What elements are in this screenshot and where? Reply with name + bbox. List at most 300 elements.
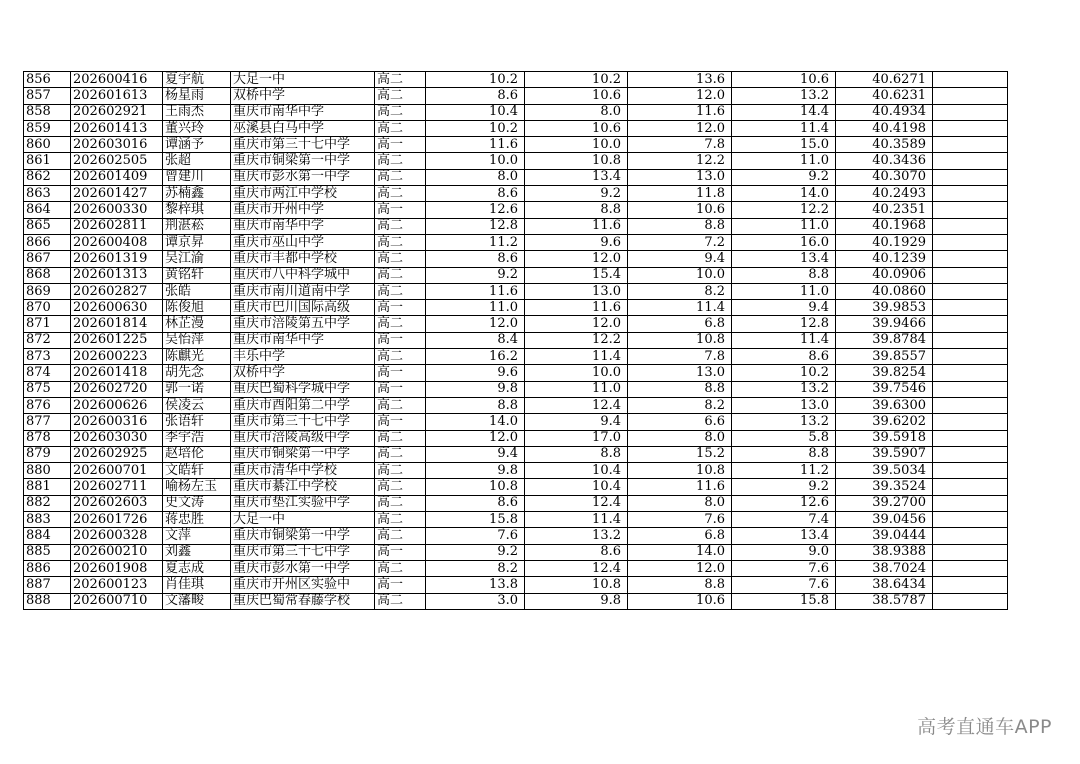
table-row — [24, 528, 1008, 544]
score3-cell: 11.8 — [628, 186, 732, 202]
score3-cell: 11.6 — [628, 104, 732, 120]
rank-cell: 888 — [24, 593, 71, 609]
score2-cell: 8.8 — [525, 202, 628, 218]
score4-cell: 11.2 — [732, 463, 836, 479]
name-cell: 陈俊旭 — [163, 300, 231, 316]
empty-cell — [933, 446, 1008, 462]
score1-cell: 7.6 — [426, 528, 525, 544]
grade-cell: 高一 — [375, 544, 426, 560]
total-cell: 38.9388 — [836, 544, 933, 560]
score1-cell: 8.8 — [426, 397, 525, 413]
table-row — [24, 512, 1008, 528]
score1-cell: 10.8 — [426, 479, 525, 495]
total-cell: 39.7546 — [836, 381, 933, 397]
score3-cell: 8.0 — [628, 495, 732, 511]
score4-cell: 8.8 — [732, 267, 836, 283]
school-cell: 大足一中 — [231, 512, 375, 528]
school-cell: 重庆市第三十七中学 — [231, 137, 375, 153]
score1-cell: 8.6 — [426, 88, 525, 104]
rank-cell: 876 — [24, 397, 71, 413]
rank-cell: 864 — [24, 202, 71, 218]
id-cell: 202600408 — [71, 234, 163, 250]
score4-cell: 7.6 — [732, 577, 836, 593]
score4-cell: 14.0 — [732, 186, 836, 202]
score2-cell: 10.2 — [525, 72, 628, 88]
total-cell: 40.0906 — [836, 267, 933, 283]
rank-cell: 886 — [24, 560, 71, 576]
school-cell: 重庆市清华中学校 — [231, 463, 375, 479]
score1-cell: 3.0 — [426, 593, 525, 609]
grade-cell: 高一 — [375, 202, 426, 218]
empty-cell — [933, 153, 1008, 169]
score3-cell: 12.0 — [628, 560, 732, 576]
score2-cell: 15.4 — [525, 267, 628, 283]
grade-cell: 高二 — [375, 560, 426, 576]
id-cell: 202602711 — [71, 479, 163, 495]
score4-cell: 8.8 — [732, 446, 836, 462]
empty-cell — [933, 186, 1008, 202]
score2-cell: 12.4 — [525, 495, 628, 511]
school-cell: 重庆市彭水第一中学 — [231, 169, 375, 185]
table-row — [24, 560, 1008, 576]
id-cell: 202601814 — [71, 316, 163, 332]
empty-cell — [933, 528, 1008, 544]
score3-cell: 7.6 — [628, 512, 732, 528]
total-cell: 40.1968 — [836, 218, 933, 234]
id-cell: 202600123 — [71, 577, 163, 593]
rank-cell: 881 — [24, 479, 71, 495]
school-cell: 重庆市开州中学 — [231, 202, 375, 218]
score4-cell: 11.4 — [732, 120, 836, 136]
score1-cell: 9.8 — [426, 381, 525, 397]
rank-cell: 866 — [24, 234, 71, 250]
score2-cell: 9.2 — [525, 186, 628, 202]
grade-cell: 高二 — [375, 463, 426, 479]
score4-cell: 14.4 — [732, 104, 836, 120]
score3-cell: 11.6 — [628, 479, 732, 495]
score3-cell: 10.6 — [628, 202, 732, 218]
score2-cell: 8.6 — [525, 544, 628, 560]
total-cell: 40.6231 — [836, 88, 933, 104]
score2-cell: 8.0 — [525, 104, 628, 120]
table-row — [24, 430, 1008, 446]
watermark-text: 高考直通车APP — [917, 716, 1052, 738]
score2-cell: 12.0 — [525, 316, 628, 332]
name-cell: 苏楠鑫 — [163, 186, 231, 202]
score3-cell: 12.0 — [628, 88, 732, 104]
rank-cell: 867 — [24, 251, 71, 267]
score1-cell: 11.6 — [426, 137, 525, 153]
school-cell: 重庆市第三十七中学 — [231, 544, 375, 560]
rank-cell: 873 — [24, 349, 71, 365]
table-row — [24, 283, 1008, 299]
table-row — [24, 137, 1008, 153]
score4-cell: 13.2 — [732, 381, 836, 397]
score3-cell: 6.8 — [628, 528, 732, 544]
total-cell: 40.3589 — [836, 137, 933, 153]
name-cell: 李宇浩 — [163, 430, 231, 446]
total-cell: 39.3524 — [836, 479, 933, 495]
total-cell: 39.8784 — [836, 332, 933, 348]
score2-cell: 13.0 — [525, 283, 628, 299]
total-cell: 39.9466 — [836, 316, 933, 332]
name-cell: 夏宇航 — [163, 72, 231, 88]
score1-cell: 8.4 — [426, 332, 525, 348]
name-cell: 荆湛菘 — [163, 218, 231, 234]
grade-cell: 高一 — [375, 577, 426, 593]
id-cell: 202601413 — [71, 120, 163, 136]
score4-cell: 8.6 — [732, 349, 836, 365]
table-row — [24, 234, 1008, 250]
score3-cell: 13.0 — [628, 169, 732, 185]
empty-cell — [933, 137, 1008, 153]
score3-cell: 13.6 — [628, 72, 732, 88]
school-cell: 重庆市铜梁第一中学 — [231, 446, 375, 462]
empty-cell — [933, 414, 1008, 430]
score1-cell: 15.8 — [426, 512, 525, 528]
empty-cell — [933, 560, 1008, 576]
score3-cell: 9.4 — [628, 251, 732, 267]
name-cell: 林芷漫 — [163, 316, 231, 332]
school-cell: 双桥中学 — [231, 365, 375, 381]
score3-cell: 15.2 — [628, 446, 732, 462]
score1-cell: 11.0 — [426, 300, 525, 316]
school-cell: 重庆市铜梁第一中学 — [231, 153, 375, 169]
name-cell: 吴怡萍 — [163, 332, 231, 348]
rank-cell: 865 — [24, 218, 71, 234]
total-cell: 40.4198 — [836, 120, 933, 136]
score2-cell: 10.8 — [525, 153, 628, 169]
name-cell: 侯凌云 — [163, 397, 231, 413]
score1-cell: 8.6 — [426, 495, 525, 511]
rank-cell: 885 — [24, 544, 71, 560]
rank-cell: 856 — [24, 72, 71, 88]
score-table — [23, 71, 1008, 610]
score3-cell: 13.0 — [628, 365, 732, 381]
rank-cell: 880 — [24, 463, 71, 479]
score3-cell: 6.8 — [628, 316, 732, 332]
empty-cell — [933, 316, 1008, 332]
empty-cell — [933, 593, 1008, 609]
total-cell: 39.0444 — [836, 528, 933, 544]
score4-cell: 9.4 — [732, 300, 836, 316]
id-cell: 202600626 — [71, 397, 163, 413]
total-cell: 39.5907 — [836, 446, 933, 462]
score3-cell: 8.2 — [628, 283, 732, 299]
table-row — [24, 544, 1008, 560]
score4-cell: 11.4 — [732, 332, 836, 348]
score3-cell: 8.8 — [628, 381, 732, 397]
school-cell: 重庆市南川道南中学 — [231, 283, 375, 299]
empty-cell — [933, 349, 1008, 365]
rank-cell: 860 — [24, 137, 71, 153]
grade-cell: 高一 — [375, 300, 426, 316]
table-row — [24, 202, 1008, 218]
total-cell: 40.2351 — [836, 202, 933, 218]
score2-cell: 8.8 — [525, 446, 628, 462]
id-cell: 202602921 — [71, 104, 163, 120]
grade-cell: 高二 — [375, 267, 426, 283]
score4-cell: 12.6 — [732, 495, 836, 511]
grade-cell: 高二 — [375, 495, 426, 511]
score3-cell: 8.0 — [628, 430, 732, 446]
table-row — [24, 593, 1008, 609]
empty-cell — [933, 218, 1008, 234]
score4-cell: 15.0 — [732, 137, 836, 153]
table-row — [24, 104, 1008, 120]
name-cell: 张皓 — [163, 283, 231, 299]
rank-cell: 883 — [24, 512, 71, 528]
grade-cell: 高二 — [375, 446, 426, 462]
score3-cell: 8.8 — [628, 577, 732, 593]
total-cell: 39.0456 — [836, 512, 933, 528]
school-cell: 巫溪县白马中学 — [231, 120, 375, 136]
score3-cell: 8.8 — [628, 218, 732, 234]
table-row — [24, 251, 1008, 267]
score3-cell: 7.8 — [628, 349, 732, 365]
name-cell: 胡先念 — [163, 365, 231, 381]
school-cell: 重庆市丰都中学校 — [231, 251, 375, 267]
empty-cell — [933, 577, 1008, 593]
rank-cell: 887 — [24, 577, 71, 593]
score1-cell: 11.6 — [426, 283, 525, 299]
score4-cell: 10.2 — [732, 365, 836, 381]
table-row — [24, 365, 1008, 381]
rank-cell: 869 — [24, 283, 71, 299]
grade-cell: 高二 — [375, 430, 426, 446]
grade-cell: 高二 — [375, 186, 426, 202]
school-cell: 双桥中学 — [231, 88, 375, 104]
score2-cell: 10.0 — [525, 365, 628, 381]
name-cell: 曾建川 — [163, 169, 231, 185]
school-cell: 重庆市綦江中学校 — [231, 479, 375, 495]
score1-cell: 10.0 — [426, 153, 525, 169]
school-cell: 重庆巴蜀常春藤学校 — [231, 593, 375, 609]
empty-cell — [933, 202, 1008, 218]
score4-cell: 12.2 — [732, 202, 836, 218]
table-row — [24, 120, 1008, 136]
score2-cell: 10.4 — [525, 463, 628, 479]
grade-cell: 高一 — [375, 365, 426, 381]
rank-cell: 872 — [24, 332, 71, 348]
id-cell: 202601613 — [71, 88, 163, 104]
table-row — [24, 397, 1008, 413]
table-row — [24, 169, 1008, 185]
score2-cell: 12.4 — [525, 560, 628, 576]
id-cell: 202601427 — [71, 186, 163, 202]
id-cell: 202600316 — [71, 414, 163, 430]
total-cell: 39.8254 — [836, 365, 933, 381]
grade-cell: 高二 — [375, 251, 426, 267]
score1-cell: 8.0 — [426, 169, 525, 185]
empty-cell — [933, 267, 1008, 283]
id-cell: 202602811 — [71, 218, 163, 234]
total-cell: 38.6434 — [836, 577, 933, 593]
name-cell: 赵培伦 — [163, 446, 231, 462]
score3-cell: 12.2 — [628, 153, 732, 169]
score1-cell: 13.8 — [426, 577, 525, 593]
rank-cell: 882 — [24, 495, 71, 511]
grade-cell: 高一 — [375, 381, 426, 397]
score3-cell: 7.8 — [628, 137, 732, 153]
rank-cell: 874 — [24, 365, 71, 381]
score4-cell: 15.8 — [732, 593, 836, 609]
table-row — [24, 88, 1008, 104]
name-cell: 文萍 — [163, 528, 231, 544]
grade-cell: 高二 — [375, 234, 426, 250]
score4-cell: 5.8 — [732, 430, 836, 446]
score2-cell: 10.4 — [525, 479, 628, 495]
table-row — [24, 153, 1008, 169]
name-cell: 文藩畯 — [163, 593, 231, 609]
score1-cell: 9.2 — [426, 544, 525, 560]
table-row — [24, 72, 1008, 88]
empty-cell — [933, 544, 1008, 560]
empty-cell — [933, 332, 1008, 348]
score1-cell: 9.6 — [426, 365, 525, 381]
id-cell: 202600710 — [71, 593, 163, 609]
empty-cell — [933, 234, 1008, 250]
total-cell: 39.6202 — [836, 414, 933, 430]
score4-cell: 7.4 — [732, 512, 836, 528]
score3-cell: 10.0 — [628, 267, 732, 283]
school-cell: 重庆市巴川国际高级 — [231, 300, 375, 316]
score2-cell: 9.6 — [525, 234, 628, 250]
school-cell: 重庆市开州区实验中 — [231, 577, 375, 593]
total-cell: 39.8557 — [836, 349, 933, 365]
total-cell: 40.6271 — [836, 72, 933, 88]
school-cell: 重庆市铜梁第一中学 — [231, 528, 375, 544]
rank-cell: 870 — [24, 300, 71, 316]
rank-cell: 858 — [24, 104, 71, 120]
total-cell: 39.9853 — [836, 300, 933, 316]
total-cell: 39.6300 — [836, 397, 933, 413]
grade-cell: 高二 — [375, 169, 426, 185]
table-row — [24, 267, 1008, 283]
grade-cell: 高二 — [375, 218, 426, 234]
score1-cell: 8.2 — [426, 560, 525, 576]
score1-cell: 10.4 — [426, 104, 525, 120]
id-cell: 202601726 — [71, 512, 163, 528]
total-cell: 40.3436 — [836, 153, 933, 169]
empty-cell — [933, 381, 1008, 397]
name-cell: 张超 — [163, 153, 231, 169]
name-cell: 夏志成 — [163, 560, 231, 576]
id-cell: 202600210 — [71, 544, 163, 560]
empty-cell — [933, 512, 1008, 528]
score2-cell: 10.6 — [525, 88, 628, 104]
name-cell: 杨星雨 — [163, 88, 231, 104]
empty-cell — [933, 430, 1008, 446]
id-cell: 202601908 — [71, 560, 163, 576]
score3-cell: 12.0 — [628, 120, 732, 136]
empty-cell — [933, 169, 1008, 185]
school-cell: 重庆市垫江实验中学 — [231, 495, 375, 511]
score4-cell: 11.0 — [732, 153, 836, 169]
score4-cell: 13.2 — [732, 88, 836, 104]
total-cell: 40.1929 — [836, 234, 933, 250]
score4-cell: 12.8 — [732, 316, 836, 332]
table-row — [24, 349, 1008, 365]
total-cell: 39.2700 — [836, 495, 933, 511]
score1-cell: 11.2 — [426, 234, 525, 250]
score2-cell: 11.4 — [525, 349, 628, 365]
total-cell: 40.1239 — [836, 251, 933, 267]
score2-cell: 13.2 — [525, 528, 628, 544]
id-cell: 202600630 — [71, 300, 163, 316]
table-row — [24, 218, 1008, 234]
grade-cell: 高二 — [375, 72, 426, 88]
table-row — [24, 381, 1008, 397]
empty-cell — [933, 463, 1008, 479]
name-cell: 喻杨左玉 — [163, 479, 231, 495]
score2-cell: 11.4 — [525, 512, 628, 528]
grade-cell: 高二 — [375, 283, 426, 299]
total-cell: 38.7024 — [836, 560, 933, 576]
grade-cell: 高二 — [375, 104, 426, 120]
empty-cell — [933, 300, 1008, 316]
grade-cell: 高二 — [375, 349, 426, 365]
rank-cell: 877 — [24, 414, 71, 430]
score4-cell: 13.2 — [732, 414, 836, 430]
score2-cell: 17.0 — [525, 430, 628, 446]
name-cell: 黎梓琪 — [163, 202, 231, 218]
score1-cell: 9.4 — [426, 446, 525, 462]
id-cell: 202601409 — [71, 169, 163, 185]
name-cell: 史文涛 — [163, 495, 231, 511]
name-cell: 肖佳琪 — [163, 577, 231, 593]
school-cell: 重庆市八中科学城中 — [231, 267, 375, 283]
score3-cell: 8.2 — [628, 397, 732, 413]
school-cell: 重庆市两江中学校 — [231, 186, 375, 202]
rank-cell: 884 — [24, 528, 71, 544]
id-cell: 202602925 — [71, 446, 163, 462]
empty-cell — [933, 72, 1008, 88]
name-cell: 董兴玲 — [163, 120, 231, 136]
score4-cell: 13.4 — [732, 528, 836, 544]
name-cell: 郭一诺 — [163, 381, 231, 397]
grade-cell: 高一 — [375, 332, 426, 348]
name-cell: 蒋忠胜 — [163, 512, 231, 528]
id-cell: 202601225 — [71, 332, 163, 348]
school-cell: 重庆市涪陵第五中学 — [231, 316, 375, 332]
id-cell: 202601313 — [71, 267, 163, 283]
score1-cell: 12.8 — [426, 218, 525, 234]
id-cell: 202602505 — [71, 153, 163, 169]
score1-cell: 10.2 — [426, 120, 525, 136]
score2-cell: 12.0 — [525, 251, 628, 267]
rank-cell: 878 — [24, 430, 71, 446]
empty-cell — [933, 397, 1008, 413]
score3-cell: 11.4 — [628, 300, 732, 316]
grade-cell: 高二 — [375, 479, 426, 495]
school-cell: 重庆市涪陵高级中学 — [231, 430, 375, 446]
school-cell: 重庆市彭水第一中学 — [231, 560, 375, 576]
id-cell: 202603030 — [71, 430, 163, 446]
score1-cell: 10.2 — [426, 72, 525, 88]
empty-cell — [933, 104, 1008, 120]
rank-cell: 871 — [24, 316, 71, 332]
empty-cell — [933, 88, 1008, 104]
grade-cell: 高一 — [375, 137, 426, 153]
grade-cell: 高二 — [375, 397, 426, 413]
empty-cell — [933, 251, 1008, 267]
table-row — [24, 300, 1008, 316]
grade-cell: 高一 — [375, 414, 426, 430]
rank-cell: 857 — [24, 88, 71, 104]
table-row — [24, 495, 1008, 511]
school-cell: 重庆巴蜀科学城中学 — [231, 381, 375, 397]
